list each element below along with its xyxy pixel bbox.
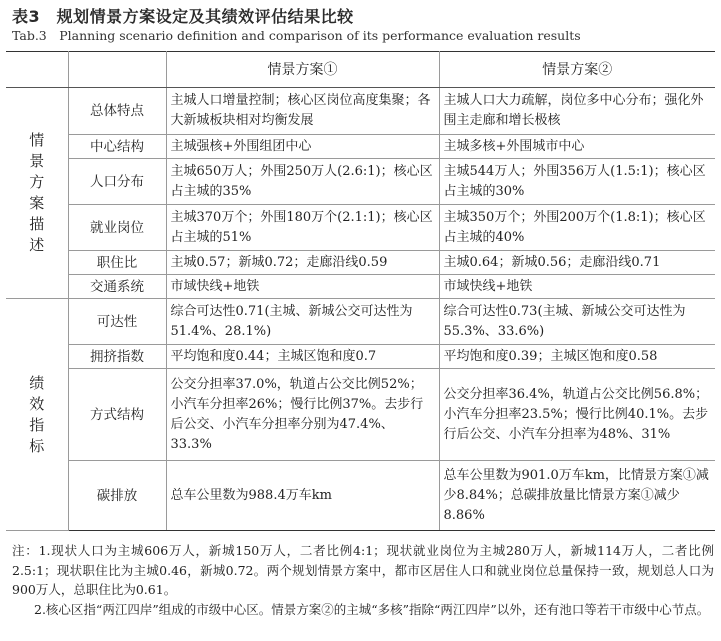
header-blank-cell [6,52,68,88]
section-char: 案 [29,194,45,212]
cell-scenario-2: 公交分担率36.4%，轨道占公交比例56.8%；小汽车分担率23.5%；慢行比例40.1%。去步行后公交、小汽车分担率为48%、31% [439,369,715,461]
cell-scenario-2: 主城350万个；外围200万个(1.8:1)；核心区占主城的40% [439,205,715,251]
section-char: 指 [29,415,45,434]
cell-scenario-1: 主城强核+外围组团中心 [166,135,439,159]
section-char: 述 [29,236,45,254]
table-row [6,275,715,299]
cell-scenario-1: 主城人口增量控制；核心区岗位高度集聚；各大新城板块相对均衡发展 [166,88,439,135]
row-label: 就业岗位 [68,205,166,251]
table-row [6,135,715,159]
cell-scenario-1: 平均饱和度0.44；主城区饱和度0.7 [166,345,439,369]
cell-scenario-1: 综合可达性0.71(主城、新城公交可达性为51.4%、28.1%) [166,299,439,345]
table-row [6,299,715,345]
comparison-table [6,51,715,531]
row-label: 中心结构 [68,135,166,159]
row-label: 人口分布 [68,159,166,205]
table-notes [12,541,714,619]
table-row [6,369,715,461]
cell-scenario-1: 公交分担率37.0%，轨道占公交比例52%；小汽车分担率26%；慢行比例37%。去步行后公交、小汽车分担率分别为47.4%、33.3% [166,369,439,461]
section-char: 绩 [29,373,45,392]
row-label: 总体特点 [68,88,166,135]
table-row [6,461,715,531]
cell-scenario-2: 市域快线+地铁 [439,275,715,299]
section-label-performance-indicators [6,299,68,531]
row-label: 职住比 [68,251,166,275]
row-label: 交通系统 [68,275,166,299]
section-char: 效 [29,394,45,413]
section-label-scenario-description [6,88,68,299]
section-char: 景 [29,152,45,170]
cell-scenario-1: 主城0.57；新城0.72；走廊沿线0.59 [166,251,439,275]
note-2: 2.核心区指“两江四岸”组成的市级中心区。情景方案②的主城“多核”指除“两江四岸”以外，还有池口等若干市级中心节点。 [34,601,710,617]
table-header-row [6,52,715,88]
section-char: 标 [29,436,45,455]
cell-scenario-2: 主城544万人；外围356万人(1.5:1)；核心区占主城的30% [439,159,715,205]
cell-scenario-1: 主城370万个；外围180万个(2.1:1)；核心区占主城的51% [166,205,439,251]
cell-scenario-1: 总车公里数为988.4万车km [166,461,439,531]
header-blank-cell [68,52,166,88]
row-label: 方式结构 [68,369,166,461]
row-label: 可达性 [68,299,166,345]
table-title: 表3 规划情景方案设定及其绩效评估结果比较 [12,7,354,26]
table-row [6,88,715,135]
cell-scenario-1: 主城650万人；外围250万人(2.6:1)；核心区占主城的35% [166,159,439,205]
row-label: 拥挤指数 [68,345,166,369]
cell-scenario-2: 主城多核+外围城市中心 [439,135,715,159]
table-row [6,251,715,275]
table-row [6,205,715,251]
column-header-scenario-1: 情景方案① [166,52,439,88]
cell-scenario-1: 市域快线+地铁 [166,275,439,299]
table-subtitle: Tab.3 Planning scenario definition and comparison of its performance evaluation results [12,28,581,43]
note-1: 注：1.现状人口为主城606万人，新城150万人，二者比例4:1；现状就业岗位为主城280万人，新城114万人，二者比例2.5:1；现状职住比为主城0.46，新城0.72。两个规划情景方案中，都市区居住人口和就业岗位总量保持一致，规划总人口为900万人，总职住比为0.61。 [12,543,714,597]
cell-scenario-2: 平均饱和度0.39；主城区饱和度0.58 [439,345,715,369]
row-label: 碳排放 [68,461,166,531]
section-char: 情 [29,131,45,149]
cell-scenario-2: 主城人口大力疏解，岗位多中心分布；强化外围主走廊和增长极核 [439,88,715,135]
cell-scenario-2: 总车公里数为901.0万车km，比情景方案①减少8.84%；总碳排放量比情景方案①减少8.86% [439,461,715,531]
table-row [6,159,715,205]
section-char: 描 [29,215,45,233]
column-header-scenario-2: 情景方案② [439,52,715,88]
table-row [6,345,715,369]
section-char: 方 [29,173,45,191]
cell-scenario-2: 综合可达性0.73(主城、新城公交可达性为55.3%、33.6%) [439,299,715,345]
cell-scenario-2: 主城0.64；新城0.56；走廊沿线0.71 [439,251,715,275]
